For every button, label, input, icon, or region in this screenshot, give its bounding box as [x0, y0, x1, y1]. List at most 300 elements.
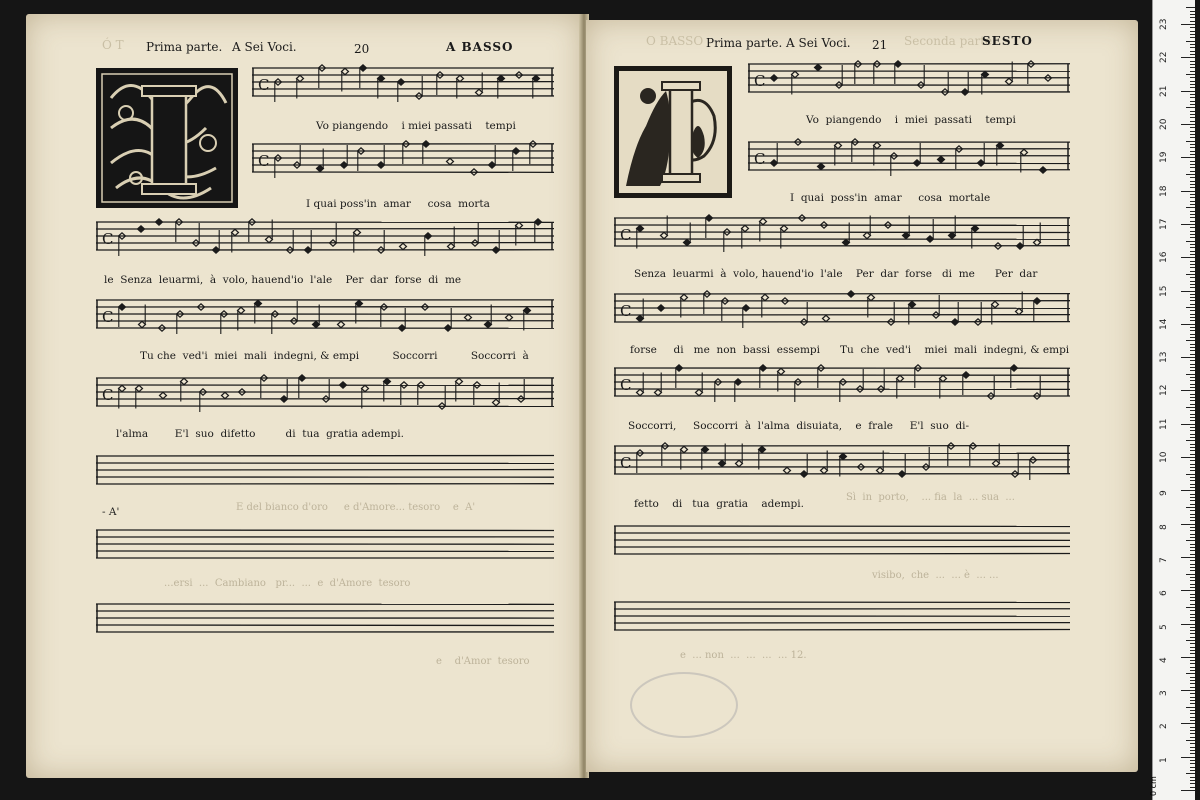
ruler-label: 13: [1159, 351, 1169, 364]
ruler-label: 17: [1159, 218, 1169, 230]
ruler-tick: [1190, 367, 1195, 368]
ruler-tick: [1190, 277, 1195, 278]
ruler-tick: [1181, 257, 1195, 258]
ruler-label: 2: [1159, 723, 1169, 730]
ruler-tick: [1181, 324, 1195, 325]
ruler-tick: [1190, 344, 1195, 345]
lyric-right-4: forse di me non bassi essempi Tu che ved'i miei mali indegni, & empi: [630, 344, 1070, 356]
ruler-tick: [1190, 111, 1195, 112]
ruler-tick: [1186, 374, 1195, 375]
ruler-tick: [1181, 390, 1195, 391]
ruler-tick: [1190, 164, 1195, 165]
ruler-tick: [1181, 590, 1195, 591]
ruler-tick: [1190, 617, 1195, 618]
lyric-left-1: Vo piangendo i miei passati tempi: [316, 120, 516, 132]
ruler-tick: [1181, 490, 1195, 491]
ruler-tick: [1190, 604, 1195, 605]
ruler-tick: [1190, 84, 1195, 85]
ruler-tick: [1190, 587, 1195, 588]
ruler-tick: [1181, 624, 1195, 625]
ruler-tick: [1190, 437, 1195, 438]
ruler-tick: [1190, 377, 1195, 378]
ruler-tick: [1181, 557, 1195, 558]
ruler-tick: [1190, 231, 1195, 232]
ruler-tick: [1190, 767, 1195, 768]
ruler-tick: [1190, 97, 1195, 98]
ruler-tick: [1186, 107, 1195, 108]
decorated-initial-left: [96, 68, 238, 208]
ruler-tick: [1181, 191, 1195, 192]
ruler-tick: [1186, 673, 1195, 674]
ruler-tick: [1181, 291, 1195, 292]
svg-text:C: C: [258, 152, 270, 170]
ruler-tick: [1190, 281, 1195, 282]
ruler-tick: [1190, 687, 1195, 688]
ruler-label: 18: [1159, 185, 1169, 197]
ruler-label: 11: [1159, 418, 1169, 430]
ruler-tick: [1190, 31, 1195, 32]
ruler-tick: [1190, 350, 1195, 351]
ruler-tick: [1186, 340, 1195, 341]
ruler-tick: [1190, 17, 1195, 18]
ruler-tick: [1181, 723, 1195, 724]
ruler-tick: [1190, 337, 1195, 338]
ruler-tick: [1190, 497, 1195, 498]
staff-left-5: [96, 374, 554, 414]
ruler-tick: [1190, 194, 1195, 195]
ruler-tick: [1190, 693, 1195, 694]
ruler-tick: [1190, 184, 1195, 185]
ruler-tick: [1190, 261, 1195, 262]
ruler-tick: [1190, 294, 1195, 295]
ruler-tick: [1190, 384, 1195, 385]
ruler-tick: [1190, 227, 1195, 228]
staff-left-6: [96, 452, 554, 492]
ruler-tick: [1190, 237, 1195, 238]
lyric-right-3: Senza leuarmi à volo, hauend'io l'ale Per dar forse di me Per dar: [634, 268, 1038, 280]
ruler-tick: [1186, 474, 1195, 475]
ruler-tick: [1190, 783, 1195, 784]
ruler-tick: [1190, 394, 1195, 395]
ruler-tick: [1190, 330, 1195, 331]
ruler-tick: [1190, 131, 1195, 132]
ruler-label: 21: [1159, 85, 1169, 97]
ruler-tick: [1186, 640, 1195, 641]
svg-text:C: C: [102, 230, 114, 248]
staff-left-3: [96, 218, 554, 258]
ruler-tick: [1190, 387, 1195, 388]
ruler-tick: [1190, 633, 1195, 634]
ruler-tick: [1190, 663, 1195, 664]
ruler-tick: [1190, 680, 1195, 681]
ruler-tick: [1190, 650, 1195, 651]
ruler-tick: [1190, 300, 1195, 301]
svg-text:C: C: [258, 76, 270, 94]
lyric-left-6: - A': [102, 506, 120, 518]
ruler-tick: [1190, 720, 1195, 721]
staff-right-3: [614, 214, 1070, 254]
left-page-number: 20: [354, 42, 370, 56]
bleed-text-right-2: visibo, che ... ... è ... ...: [872, 570, 999, 581]
library-stamp: [630, 672, 738, 738]
ruler-tick: [1190, 554, 1195, 555]
ruler-tick: [1190, 777, 1195, 778]
ruler-tick: [1181, 57, 1195, 58]
ruler-tick: [1190, 487, 1195, 488]
ruler-tick: [1190, 167, 1195, 168]
ruler-tick: [1190, 560, 1195, 561]
ruler-label: 5: [1159, 623, 1169, 630]
right-section-title: Prima parte.: [706, 36, 783, 50]
lyric-left-4: Tu che ved'i miei mali indegni, & empi Soccorri Soccorri à: [140, 350, 529, 362]
ruler-unit-label: 0 cm: [1149, 776, 1158, 796]
measuring-ruler: [1149, 0, 1195, 800]
ruler-tick: [1190, 181, 1195, 182]
ruler-tick: [1190, 770, 1195, 771]
ruler-tick: [1190, 420, 1195, 421]
left-voices: A Sei Voci.: [232, 40, 297, 54]
ruler-tick: [1181, 24, 1195, 25]
ruler-tick: [1186, 141, 1195, 142]
ruler-tick: [1186, 241, 1195, 242]
ruler-tick: [1190, 144, 1195, 145]
ruler-tick: [1181, 157, 1195, 158]
ruler-tick: [1181, 457, 1195, 458]
ruler-tick: [1190, 21, 1195, 22]
ruler-tick: [1190, 550, 1195, 551]
ruler-tick: [1186, 41, 1195, 42]
ruler-tick: [1190, 54, 1195, 55]
ruler-tick: [1190, 763, 1195, 764]
ruler-tick: [1190, 530, 1195, 531]
ruler-tick: [1190, 733, 1195, 734]
ruler-tick: [1186, 607, 1195, 608]
svg-text:C: C: [620, 454, 632, 472]
staff-left-8: [96, 600, 554, 640]
ruler-tick: [1190, 460, 1195, 461]
right-corner-ghost: O BASSO: [646, 34, 704, 48]
staff-right-2: [748, 138, 1070, 178]
svg-text:C: C: [620, 226, 632, 244]
ruler-tick: [1190, 537, 1195, 538]
right-voices: A Sei Voci.: [786, 36, 851, 50]
ruler-tick: [1190, 567, 1195, 568]
svg-text:C: C: [102, 308, 114, 326]
ruler-tick: [1190, 11, 1195, 12]
ruler-tick: [1190, 404, 1195, 405]
ruler-label: 14: [1159, 318, 1169, 330]
ruler-tick: [1190, 197, 1195, 198]
svg-text:C: C: [754, 150, 766, 168]
staff-left-7: [96, 526, 554, 566]
ruler-tick: [1190, 414, 1195, 415]
ruler-tick: [1190, 14, 1195, 15]
ruler-tick: [1190, 713, 1195, 714]
ruler-tick: [1190, 610, 1195, 611]
ruler-label: 10: [1159, 451, 1169, 463]
ruler-tick: [1190, 484, 1195, 485]
ruler-tick: [1190, 101, 1195, 102]
ruler-tick: [1181, 224, 1195, 225]
ruler-tick: [1190, 44, 1195, 45]
lyric-left-5: l'alma E'l suo difetto di tua gratia adempi.: [116, 428, 404, 440]
ruler-tick: [1186, 174, 1195, 175]
lyric-right-5: Soccorri, Soccorri à l'alma disuiata, e frale E'l suo di-: [628, 420, 970, 432]
ruler-tick: [1190, 397, 1195, 398]
ruler-tick: [1190, 577, 1195, 578]
ruler-tick: [1186, 574, 1195, 575]
ruler-tick: [1190, 717, 1195, 718]
ruler-tick: [1190, 514, 1195, 515]
ruler-tick: [1186, 740, 1195, 741]
ruler-tick: [1190, 127, 1195, 128]
ruler-tick: [1190, 667, 1195, 668]
ruler-tick: [1190, 427, 1195, 428]
ruler-tick: [1190, 187, 1195, 188]
ruler-tick: [1190, 271, 1195, 272]
ruler-tick: [1190, 500, 1195, 501]
lyric-left-2: I quai poss'in amar cosa morta: [306, 198, 490, 210]
ruler-tick: [1190, 334, 1195, 335]
ruler-tick: [1186, 307, 1195, 308]
ruler-tick: [1190, 534, 1195, 535]
bleed-text-left-2: ...ersi ... Cambiano pr... ... e d'Amore tesoro: [164, 578, 411, 589]
ruler-tick: [1181, 790, 1195, 791]
ruler-tick: [1190, 114, 1195, 115]
ruler-tick: [1190, 594, 1195, 595]
ruler-tick: [1186, 507, 1195, 508]
ruler-tick: [1190, 750, 1195, 751]
ruler-tick: [1190, 134, 1195, 135]
ruler-tick: [1190, 647, 1195, 648]
ruler-tick: [1190, 417, 1195, 418]
ruler-tick: [1190, 637, 1195, 638]
ruler-tick: [1190, 347, 1195, 348]
ruler-tick: [1190, 161, 1195, 162]
ruler-tick: [1190, 147, 1195, 148]
ruler-tick: [1181, 357, 1195, 358]
ruler-tick: [1190, 630, 1195, 631]
ruler-tick: [1190, 234, 1195, 235]
right-part-name: SESTO: [982, 34, 1033, 48]
ruler-tick: [1190, 727, 1195, 728]
ruler-tick: [1190, 117, 1195, 118]
ruler-tick: [1190, 47, 1195, 48]
ruler-tick: [1190, 310, 1195, 311]
staff-left-4: [96, 296, 554, 336]
ruler-tick: [1190, 760, 1195, 761]
ruler-tick: [1190, 81, 1195, 82]
ruler-tick: [1190, 360, 1195, 361]
ruler-tick: [1181, 757, 1195, 758]
lyric-right-2: I quai poss'in amar cosa mortale: [790, 192, 991, 204]
ruler-tick: [1186, 440, 1195, 441]
staff-right-7: [614, 522, 1070, 562]
ruler-tick: [1190, 320, 1195, 321]
ruler-tick: [1190, 520, 1195, 521]
ruler-tick: [1190, 410, 1195, 411]
ruler-tick: [1190, 517, 1195, 518]
ruler-tick: [1190, 51, 1195, 52]
ruler-tick: [1190, 177, 1195, 178]
ruler-tick: [1190, 467, 1195, 468]
ruler-tick: [1190, 697, 1195, 698]
staff-left-2: [252, 140, 554, 180]
ruler-label: 15: [1159, 285, 1169, 297]
ruler-tick: [1181, 524, 1195, 525]
ruler-tick: [1190, 211, 1195, 212]
ruler-tick: [1190, 703, 1195, 704]
ruler-tick: [1190, 244, 1195, 245]
ruler-tick: [1186, 707, 1195, 708]
ruler-tick: [1190, 470, 1195, 471]
ruler-tick: [1190, 564, 1195, 565]
ruler-tick: [1190, 780, 1195, 781]
ruler-tick: [1186, 540, 1195, 541]
ruler-tick: [1190, 327, 1195, 328]
ruler-tick: [1190, 217, 1195, 218]
ruler-tick: [1190, 171, 1195, 172]
ruler-label: 6: [1159, 590, 1169, 597]
ruler-tick: [1181, 690, 1195, 691]
ruler-label: 4: [1159, 657, 1169, 663]
ruler-tick: [1181, 657, 1195, 658]
staff-right-1: [748, 60, 1070, 100]
ruler-tick: [1190, 653, 1195, 654]
ruler-tick: [1190, 37, 1195, 38]
ruler-label: 3: [1159, 690, 1169, 697]
ruler-tick: [1190, 254, 1195, 255]
ruler-tick: [1190, 450, 1195, 451]
ruler-tick: [1190, 104, 1195, 105]
ruler-tick: [1190, 477, 1195, 478]
ruler-tick: [1186, 7, 1195, 8]
ruler-tick: [1181, 91, 1195, 92]
ruler-tick: [1190, 444, 1195, 445]
ruler-tick: [1190, 121, 1195, 122]
ruler-tick: [1190, 700, 1195, 701]
ruler-tick: [1190, 710, 1195, 711]
staff-right-4: [614, 290, 1070, 330]
ruler-label: 23: [1159, 18, 1169, 31]
ruler-tick: [1190, 627, 1195, 628]
ruler-tick: [1190, 284, 1195, 285]
ruler-label: 8: [1159, 523, 1169, 530]
ruler-tick: [1190, 447, 1195, 448]
ruler-tick: [1190, 304, 1195, 305]
ruler-tick: [1181, 124, 1195, 125]
ruler-label: 9: [1159, 490, 1169, 497]
ruler-tick: [1190, 27, 1195, 28]
ruler-tick: [1190, 214, 1195, 215]
bleed-text-left-3: e d'Amor tesoro: [436, 656, 530, 667]
ruler-tick: [1190, 743, 1195, 744]
ruler-tick: [1190, 504, 1195, 505]
ruler-tick: [1190, 247, 1195, 248]
ruler-label: 16: [1159, 251, 1169, 264]
lyric-right-1: Vo piangendo i miei passati tempi: [806, 114, 1016, 126]
decorated-initial-right: [614, 66, 732, 198]
ruler-tick: [1190, 600, 1195, 601]
ruler-tick: [1190, 354, 1195, 355]
ruler-tick: [1190, 454, 1195, 455]
ruler-tick: [1186, 274, 1195, 275]
ruler-tick: [1190, 370, 1195, 371]
ruler-tick: [1190, 570, 1195, 571]
lyric-left-3: le Senza leuarmi, à volo, hauend'io l'ale Per dar forse di me: [104, 274, 462, 286]
ruler-tick: [1190, 77, 1195, 78]
bleed-text-left-1: E del bianco d'oro e d'Amore... tesoro e A': [236, 502, 476, 513]
staff-left-1: [252, 64, 554, 104]
ruler-tick: [1190, 364, 1195, 365]
ruler-tick: [1190, 87, 1195, 88]
right-page-number: 21: [872, 38, 888, 52]
lyric-right-6: fetto di tua gratia adempi.: [634, 498, 804, 510]
ruler-tick: [1190, 480, 1195, 481]
ruler-tick: [1190, 204, 1195, 205]
bleed-text-right-1: Sì in porto, ... fia la ... sua ...: [846, 492, 1015, 503]
ruler-tick: [1190, 660, 1195, 661]
ruler-tick: [1190, 737, 1195, 738]
ruler-tick: [1190, 151, 1195, 152]
ruler-tick: [1181, 424, 1195, 425]
ruler-tick: [1190, 753, 1195, 754]
ruler-tick: [1190, 597, 1195, 598]
ruler-tick: [1190, 434, 1195, 435]
svg-text:C: C: [620, 302, 632, 320]
ruler-tick: [1190, 547, 1195, 548]
ruler-tick: [1190, 287, 1195, 288]
svg-text:C: C: [102, 386, 114, 404]
ruler-tick: [1190, 544, 1195, 545]
right-ghost-title: Seconda parte.: [904, 34, 996, 48]
ruler-tick: [1190, 584, 1195, 585]
ruler-tick: [1190, 580, 1195, 581]
ruler-tick: [1190, 314, 1195, 315]
svg-text:C: C: [754, 72, 766, 90]
ruler-tick: [1190, 430, 1195, 431]
left-corner-ghost: Ó T: [102, 38, 124, 52]
ruler-tick: [1190, 317, 1195, 318]
ruler-label: 19: [1159, 151, 1169, 164]
ruler-tick: [1186, 207, 1195, 208]
ruler-tick: [1190, 154, 1195, 155]
staff-right-6: [614, 442, 1070, 482]
ruler-label: 1: [1159, 756, 1169, 763]
ruler-tick: [1190, 670, 1195, 671]
ruler-tick: [1190, 297, 1195, 298]
ruler-tick: [1190, 61, 1195, 62]
ruler-tick: [1186, 407, 1195, 408]
ruler-tick: [1190, 620, 1195, 621]
ruler-tick: [1190, 677, 1195, 678]
ruler-tick: [1190, 137, 1195, 138]
ruler-label: 20: [1159, 118, 1169, 130]
ruler-label: 12: [1159, 384, 1169, 397]
ruler-tick: [1190, 94, 1195, 95]
ruler-tick: [1190, 221, 1195, 222]
ruler-tick: [1190, 201, 1195, 202]
ruler-tick: [1190, 787, 1195, 788]
ruler-tick: [1190, 614, 1195, 615]
left-part-name: A BASSO: [446, 40, 514, 54]
ruler-tick: [1190, 510, 1195, 511]
staff-right-5: [614, 364, 1070, 404]
ruler-label: 7: [1159, 557, 1169, 563]
ruler-tick: [1190, 494, 1195, 495]
ruler-tick: [1190, 400, 1195, 401]
ruler-tick: [1190, 251, 1195, 252]
